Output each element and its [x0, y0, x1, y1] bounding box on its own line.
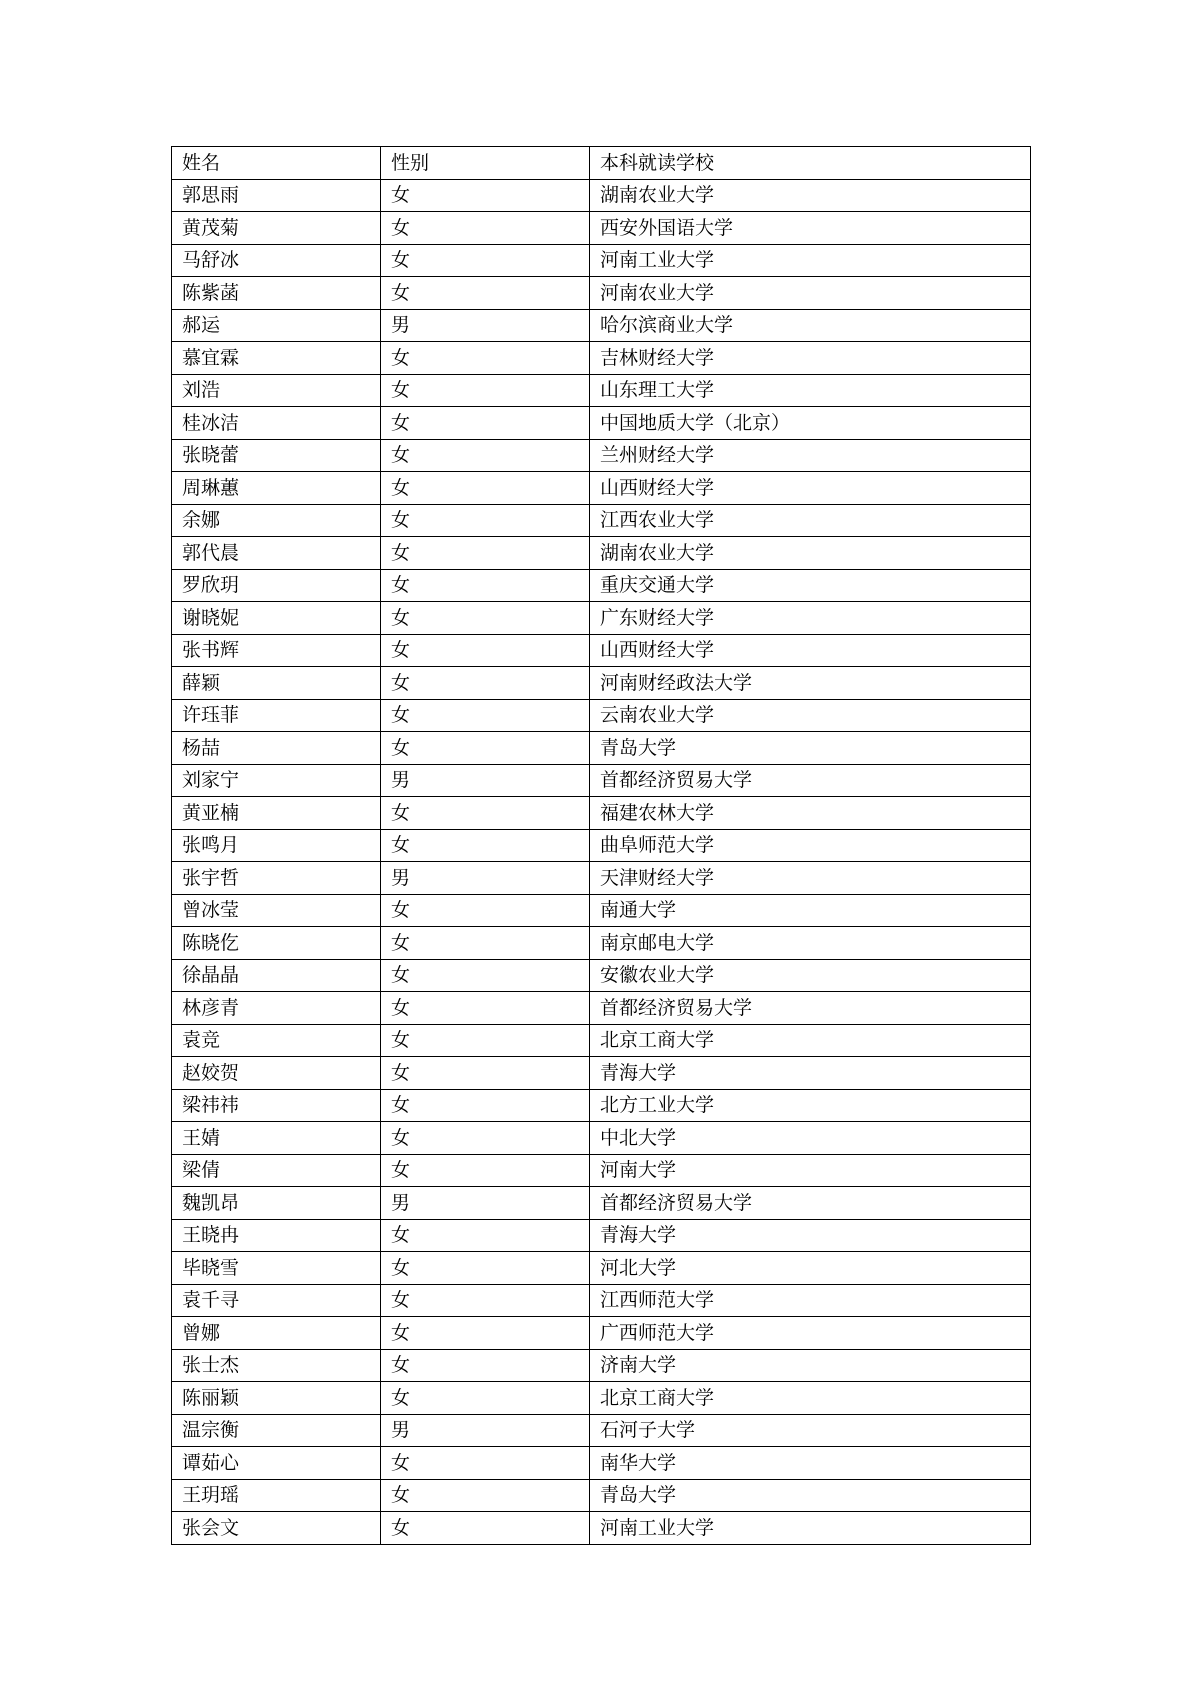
cell-name: 曾娜 — [172, 1317, 381, 1350]
table-row — [172, 1349, 1031, 1382]
cell-school: 青海大学 — [590, 1219, 1031, 1252]
cell-school: 首都经济贸易大学 — [590, 1187, 1031, 1220]
cell-name: 张宇哲 — [172, 862, 381, 895]
cell-gender: 女 — [381, 472, 590, 505]
cell-name: 郭思雨 — [172, 179, 381, 212]
cell-name: 张士杰 — [172, 1349, 381, 1382]
table-row — [172, 894, 1031, 927]
cell-gender: 女 — [381, 634, 590, 667]
cell-school: 北京工商大学 — [590, 1382, 1031, 1415]
cell-gender: 女 — [381, 1219, 590, 1252]
table-row — [172, 1512, 1031, 1545]
cell-name: 薛颖 — [172, 667, 381, 700]
table-row — [172, 1414, 1031, 1447]
table-row — [172, 1154, 1031, 1187]
cell-gender: 女 — [381, 1349, 590, 1382]
cell-name: 张鸣月 — [172, 829, 381, 862]
cell-school: 河南大学 — [590, 1154, 1031, 1187]
cell-school: 石河子大学 — [590, 1414, 1031, 1447]
table-row — [172, 992, 1031, 1025]
cell-name: 桂冰洁 — [172, 407, 381, 440]
cell-school: 首都经济贸易大学 — [590, 992, 1031, 1025]
cell-name: 梁祎祎 — [172, 1089, 381, 1122]
cell-gender: 女 — [381, 667, 590, 700]
cell-gender: 男 — [381, 309, 590, 342]
table-row — [172, 1219, 1031, 1252]
cell-school: 西安外国语大学 — [590, 212, 1031, 245]
table-row — [172, 1057, 1031, 1090]
cell-gender: 女 — [381, 732, 590, 765]
table-row — [172, 1284, 1031, 1317]
cell-school: 河南财经政法大学 — [590, 667, 1031, 700]
cell-school: 湖南农业大学 — [590, 537, 1031, 570]
cell-name: 林彦青 — [172, 992, 381, 1025]
cell-gender: 女 — [381, 797, 590, 830]
cell-school: 哈尔滨商业大学 — [590, 309, 1031, 342]
header-name: 姓名 — [172, 147, 381, 180]
table-row — [172, 699, 1031, 732]
cell-school: 济南大学 — [590, 1349, 1031, 1382]
cell-school: 山东理工大学 — [590, 374, 1031, 407]
cell-name: 谢晓妮 — [172, 602, 381, 635]
cell-school: 江西师范大学 — [590, 1284, 1031, 1317]
table-row — [172, 1024, 1031, 1057]
cell-school: 安徽农业大学 — [590, 959, 1031, 992]
cell-gender: 女 — [381, 1479, 590, 1512]
cell-gender: 女 — [381, 179, 590, 212]
table-row — [172, 277, 1031, 310]
cell-name: 杨喆 — [172, 732, 381, 765]
cell-school: 首都经济贸易大学 — [590, 764, 1031, 797]
cell-gender: 女 — [381, 927, 590, 960]
cell-name: 袁竞 — [172, 1024, 381, 1057]
cell-school: 河南工业大学 — [590, 1512, 1031, 1545]
cell-gender: 女 — [381, 569, 590, 602]
cell-gender: 女 — [381, 342, 590, 375]
cell-gender: 男 — [381, 1187, 590, 1220]
table-row — [172, 602, 1031, 635]
cell-school: 南通大学 — [590, 894, 1031, 927]
cell-school: 青海大学 — [590, 1057, 1031, 1090]
cell-gender: 女 — [381, 374, 590, 407]
cell-name: 王玥瑶 — [172, 1479, 381, 1512]
cell-gender: 女 — [381, 1382, 590, 1415]
cell-gender: 女 — [381, 537, 590, 570]
cell-gender: 女 — [381, 1024, 590, 1057]
table-row — [172, 667, 1031, 700]
cell-name: 郭代晨 — [172, 537, 381, 570]
table-row — [172, 472, 1031, 505]
table-row — [172, 959, 1031, 992]
cell-name: 周琳蕙 — [172, 472, 381, 505]
cell-school: 北京工商大学 — [590, 1024, 1031, 1057]
cell-name: 温宗衡 — [172, 1414, 381, 1447]
cell-name: 刘浩 — [172, 374, 381, 407]
cell-name: 张晓蕾 — [172, 439, 381, 472]
cell-school: 中国地质大学（北京） — [590, 407, 1031, 440]
cell-gender: 女 — [381, 504, 590, 537]
cell-name: 陈紫菡 — [172, 277, 381, 310]
cell-name: 郝运 — [172, 309, 381, 342]
cell-school: 福建农林大学 — [590, 797, 1031, 830]
cell-gender: 女 — [381, 992, 590, 1025]
cell-gender: 女 — [381, 1089, 590, 1122]
table-row — [172, 374, 1031, 407]
cell-school: 河南工业大学 — [590, 244, 1031, 277]
cell-gender: 女 — [381, 1057, 590, 1090]
cell-school: 兰州财经大学 — [590, 439, 1031, 472]
table-row — [172, 1252, 1031, 1285]
table-row — [172, 1317, 1031, 1350]
cell-gender: 男 — [381, 862, 590, 895]
cell-gender: 女 — [381, 959, 590, 992]
cell-school: 江西农业大学 — [590, 504, 1031, 537]
header-row — [172, 147, 1031, 180]
cell-name: 毕晓雪 — [172, 1252, 381, 1285]
cell-name: 王婧 — [172, 1122, 381, 1155]
cell-gender: 女 — [381, 1252, 590, 1285]
cell-gender: 男 — [381, 1414, 590, 1447]
cell-name: 余娜 — [172, 504, 381, 537]
cell-school: 山西财经大学 — [590, 634, 1031, 667]
cell-school: 广东财经大学 — [590, 602, 1031, 635]
table-body — [172, 179, 1031, 1544]
cell-gender: 女 — [381, 894, 590, 927]
table-row — [172, 504, 1031, 537]
cell-gender: 女 — [381, 829, 590, 862]
cell-name: 刘家宁 — [172, 764, 381, 797]
cell-school: 青岛大学 — [590, 1479, 1031, 1512]
cell-name: 陈晓仡 — [172, 927, 381, 960]
table-row — [172, 439, 1031, 472]
table-row — [172, 244, 1031, 277]
cell-name: 张书辉 — [172, 634, 381, 667]
cell-gender: 女 — [381, 1447, 590, 1480]
header-gender: 性别 — [381, 147, 590, 180]
table-row — [172, 732, 1031, 765]
cell-school: 北方工业大学 — [590, 1089, 1031, 1122]
cell-school: 南京邮电大学 — [590, 927, 1031, 960]
cell-gender: 女 — [381, 602, 590, 635]
cell-name: 张会文 — [172, 1512, 381, 1545]
table-row — [172, 407, 1031, 440]
cell-school: 云南农业大学 — [590, 699, 1031, 732]
cell-name: 陈丽颖 — [172, 1382, 381, 1415]
cell-name: 许珏菲 — [172, 699, 381, 732]
cell-gender: 女 — [381, 1122, 590, 1155]
cell-name: 罗欣玥 — [172, 569, 381, 602]
cell-school: 山西财经大学 — [590, 472, 1031, 505]
table-row — [172, 1187, 1031, 1220]
cell-name: 袁千寻 — [172, 1284, 381, 1317]
student-roster-table — [171, 146, 1031, 1545]
cell-school: 湖南农业大学 — [590, 179, 1031, 212]
table-row — [172, 927, 1031, 960]
cell-name: 赵姣贺 — [172, 1057, 381, 1090]
cell-school: 中北大学 — [590, 1122, 1031, 1155]
cell-gender: 女 — [381, 1512, 590, 1545]
table-row — [172, 342, 1031, 375]
table-row — [172, 829, 1031, 862]
cell-school: 天津财经大学 — [590, 862, 1031, 895]
table-row — [172, 309, 1031, 342]
cell-gender: 男 — [381, 764, 590, 797]
table-row — [172, 537, 1031, 570]
cell-name: 谭茹心 — [172, 1447, 381, 1480]
table-row — [172, 212, 1031, 245]
cell-school: 吉林财经大学 — [590, 342, 1031, 375]
cell-name: 慕宜霖 — [172, 342, 381, 375]
table-row — [172, 1089, 1031, 1122]
cell-school: 广西师范大学 — [590, 1317, 1031, 1350]
table-header — [172, 147, 1031, 180]
table-row — [172, 634, 1031, 667]
cell-school: 南华大学 — [590, 1447, 1031, 1480]
table-row — [172, 862, 1031, 895]
cell-gender: 女 — [381, 277, 590, 310]
cell-gender: 女 — [381, 407, 590, 440]
cell-school: 重庆交通大学 — [590, 569, 1031, 602]
cell-name: 徐晶晶 — [172, 959, 381, 992]
cell-gender: 女 — [381, 212, 590, 245]
header-school: 本科就读学校 — [590, 147, 1031, 180]
cell-gender: 女 — [381, 1154, 590, 1187]
cell-gender: 女 — [381, 439, 590, 472]
cell-name: 魏凯昂 — [172, 1187, 381, 1220]
table-row — [172, 1122, 1031, 1155]
cell-school: 青岛大学 — [590, 732, 1031, 765]
table-row — [172, 179, 1031, 212]
cell-gender: 女 — [381, 1317, 590, 1350]
table-row — [172, 569, 1031, 602]
cell-school: 河南农业大学 — [590, 277, 1031, 310]
cell-name: 王晓冉 — [172, 1219, 381, 1252]
cell-school: 曲阜师范大学 — [590, 829, 1031, 862]
cell-name: 梁倩 — [172, 1154, 381, 1187]
cell-name: 黄茂菊 — [172, 212, 381, 245]
table-row — [172, 1447, 1031, 1480]
table-row — [172, 1382, 1031, 1415]
cell-gender: 女 — [381, 1284, 590, 1317]
table-row — [172, 1479, 1031, 1512]
cell-gender: 女 — [381, 699, 590, 732]
cell-name: 曾冰莹 — [172, 894, 381, 927]
cell-gender: 女 — [381, 244, 590, 277]
cell-school: 河北大学 — [590, 1252, 1031, 1285]
table-row — [172, 797, 1031, 830]
table-row — [172, 764, 1031, 797]
cell-name: 黄亚楠 — [172, 797, 381, 830]
cell-name: 马舒冰 — [172, 244, 381, 277]
